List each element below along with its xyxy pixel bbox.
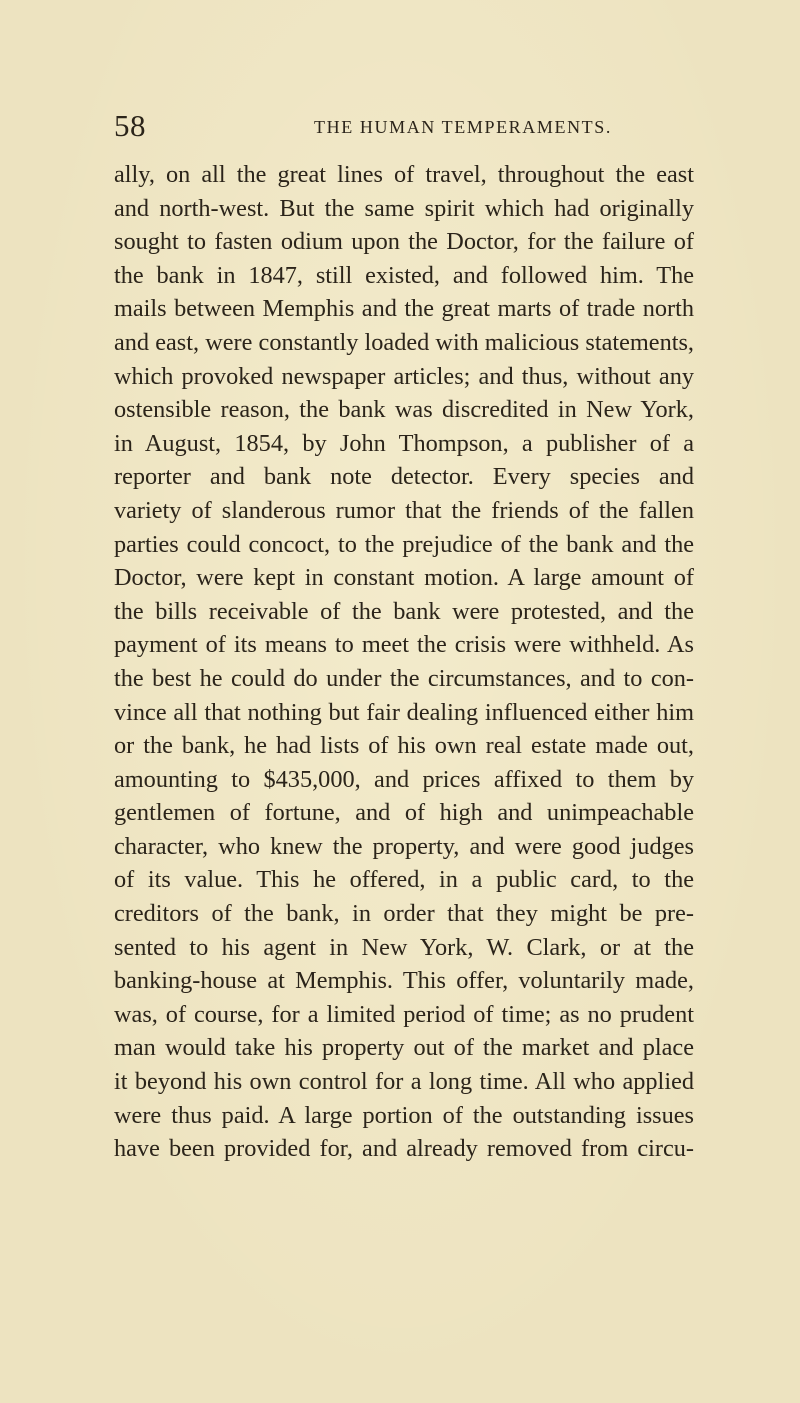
body-text: [114, 158, 694, 1166]
text-line: sought to fasten odium upon the Doctor, for the failure of: [114, 228, 694, 256]
text-line: reporter and bank note detector. Every species and: [114, 463, 694, 491]
text-line: of its value. This he offered, in a public card, to the: [114, 866, 694, 894]
text-line: gentlemen of fortune, and of high and unimpeachable: [114, 799, 694, 827]
text-line: man would take his property out of the market and place: [114, 1034, 694, 1062]
text-line: have been provided for, and already removed from circu-: [114, 1135, 694, 1163]
text-line: the bills receivable of the bank were protested, and the: [114, 597, 694, 625]
text-line: and north-west. But the same spirit which had originally: [114, 194, 694, 222]
running-head: THE HUMAN TEMPERAMENTS.: [314, 117, 612, 137]
page-header: [114, 106, 674, 146]
text-line: amounting to $435,000, and prices affixed to them by: [114, 765, 694, 793]
text-line: the best he could do under the circumstances, and to con-: [114, 664, 694, 692]
text-line: parties could concoct, to the prejudice of the bank and the: [114, 530, 694, 558]
text-line: it beyond his own control for a long time. All who applied: [114, 1068, 694, 1096]
text-line: or the bank, he had lists of his own real estate made out,: [114, 732, 694, 760]
text-line: was, of course, for a limited period of time; as no prudent: [114, 1000, 694, 1028]
page-number: 58: [114, 108, 146, 143]
text-line: sented to his agent in New York, W. Clark, or at the: [114, 933, 694, 961]
text-line: the bank in 1847, still existed, and followed him. The: [114, 261, 694, 289]
text-line: ostensible reason, the bank was discredited in New York,: [114, 396, 694, 424]
text-line: variety of slanderous rumor that the friends of the fallen: [114, 496, 694, 524]
text-line: mails between Memphis and the great marts of trade north: [114, 295, 694, 323]
text-line: were thus paid. A large portion of the outstanding issues: [114, 1101, 694, 1129]
text-line: and east, were constantly loaded with malicious statements,: [114, 328, 694, 356]
text-line: vince all that nothing but fair dealing influenced either him: [114, 698, 694, 726]
text-line: payment of its means to meet the crisis were withheld. As: [114, 631, 694, 659]
text-line: ally, on all the great lines of travel, throughout the east: [114, 161, 694, 188]
text-line: creditors of the bank, in order that they might be pre-: [114, 900, 694, 928]
text-line: banking-house at Memphis. This offer, voluntarily made,: [114, 967, 694, 995]
text-line: Doctor, were kept in constant motion. A large amount of: [114, 564, 694, 592]
text-line: in August, 1854, by John Thompson, a publisher of a: [114, 429, 694, 457]
text-line: character, who knew the property, and were good judges: [114, 832, 694, 860]
text-line: which provoked newspaper articles; and thus, without any: [114, 362, 694, 390]
